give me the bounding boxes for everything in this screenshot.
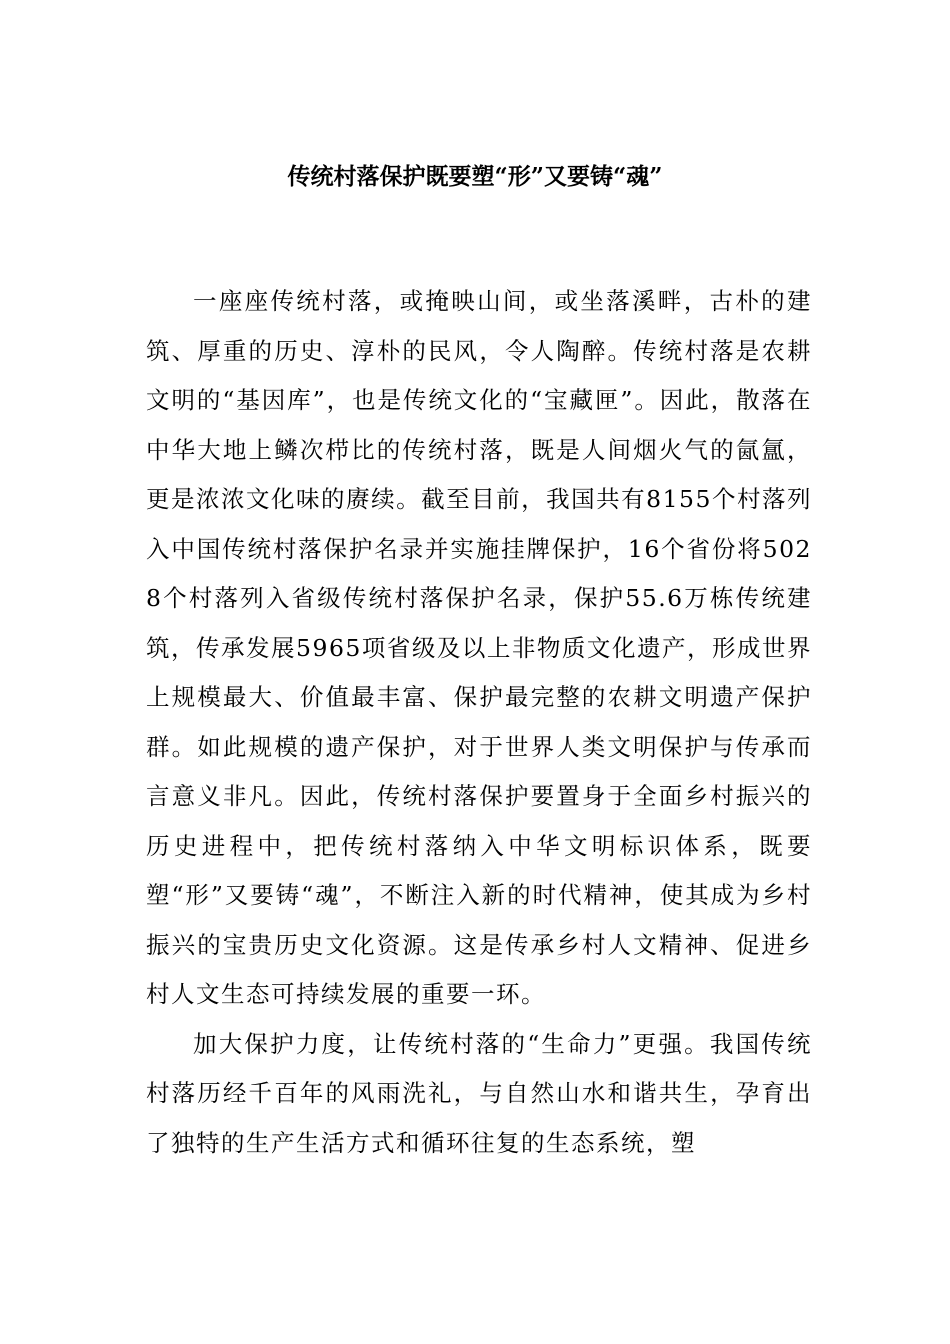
paragraph-2: 加大保护力度，让传统村落的“生命力”更强。我国传统村落历经千百年的风雨洗礼，与自然山水和谐共生，孕育出了独特的生产生活方式和循环往复的生态系统，塑 <box>146 1029 812 1157</box>
document-body <box>146 277 812 1168</box>
paragraph-1: 一座座传统村落，或掩映山间，或坐落溪畔，古朴的建筑、厚重的历史、淳朴的民风，令人陶醉。传统村落是农耕文明的“基因库”，也是传统文化的“宝藏匣”。因此，散落在中华大地上鳞次栉比的传统村落，既是人间烟火气的氤氲，更是浓浓文化味的赓续。截至目前，我国共有8155个村落列入中国传统村落保护名录并实施挂牌保护，16个省份将5028个村落列入省级传统村落保护名录，保护55.6万栋传统建筑，传承发展5965项省级及以上非物质文化遗产，形成世界上规模最大、价值最丰富、保护最完整的农耕文明遗产保护群。如此规模的遗产保护，对于世界人类文明保护与传承而言意义非凡。因此，传统村落保护要置身于全面乡村振兴的历史进程中，把传统村落纳入中华文明标识体系，既要塑“形”又要铸“魂”，不断注入新的时代精神，使其成为乡村振兴的宝贵历史文化资源。这是传承乡村人文精神、促进乡村人文生态可持续发展的重要一环。 <box>146 287 812 1008</box>
document-title: 传统村落保护既要塑“形”又要铸“魂” <box>287 163 663 190</box>
